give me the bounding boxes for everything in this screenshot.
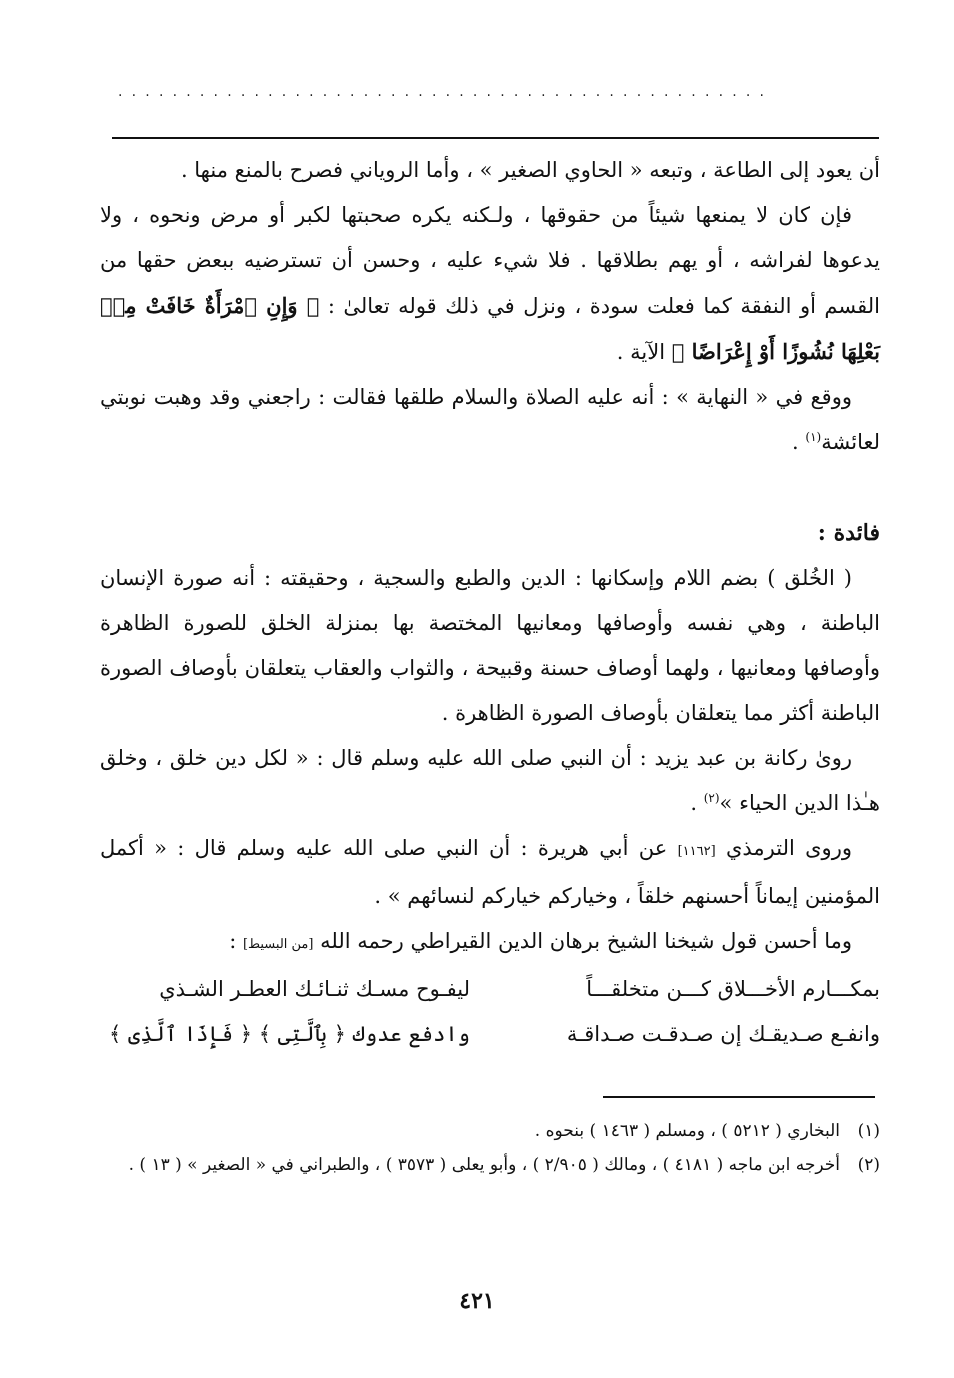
header-rule (112, 137, 879, 139)
footnote (100, 1148, 880, 1182)
paragraph-5-end: . (690, 791, 698, 815)
paragraph-7-text: وما أحسن قول شيخنا الشيخ برهان الدين القيراطي رحمه الله (320, 929, 852, 953)
footnote-text: البخاري ( ٥٢١٢ ) ، ومسلم ( ١٤٦٣ ) بنحوه . (534, 1121, 840, 1141)
paragraph-sawda (100, 193, 880, 375)
paragraph-3-end: . (792, 430, 799, 454)
footnote-ref-2: (٢) (703, 791, 720, 805)
footnote-number: (٢) (857, 1155, 880, 1175)
paragraph-1-text: أن يعود إلى الطاعة ، وتبعه « الحاوي الصغير » ، وأما الروياني فصرح بالمنع منها . (180, 158, 880, 182)
paragraph-rukana (100, 736, 880, 826)
paragraph-poem-intro (100, 919, 880, 967)
poem-line-1-second-hemistich: ليفـوح مسـك ثنـائـك العطـر الشـذي (159, 977, 470, 1001)
paragraph-continuation (100, 148, 880, 193)
paragraph-nihaya (100, 375, 880, 465)
footnote-text: أخرجه ابن ماجه ( ٤١٨١ ) ، ومالك ( ٢/٩٠٥ ) ، وأبو يعلى ( ٣٥٧٣ ) ، والطبراني في « الصغير » ( ١٣ ) . (128, 1155, 840, 1175)
paragraph-7-end: : (229, 929, 237, 953)
paragraph-4-text: ( الخُلق ) بضم اللام وإسكانها : الدين والطبع والسجية ، وحقيقته : أنه صورة الإنسان الباطنة ، وهي نفسه وأوصافها ومعانيها المختصة بها بمنزلة الخلق للصورة الظاهرة وأوصافها ومعانيها ، ولهما أوصاف حسنة وقبيحة ، والثواب والعقاب يتعلقان بأوصاف الصورة الباطنة أكثر مما يتعلقان بأوصاف الصورة الظاهرة . (100, 566, 880, 725)
paragraph-6-text-a: وروى الترمذي (725, 836, 852, 860)
poem-line-1 (105, 967, 880, 1012)
poem-meter: [من البسيط] (242, 937, 314, 952)
poem-line-2-second-hemistich: وادفع عدوك ﴿ بِٱلَّتِى ﴾ ﴿ فَإِذَا ٱلَّذِى ﴾ (108, 1022, 470, 1046)
header-dotted-line: ................................................ (118, 84, 774, 100)
footnote-number: (١) (857, 1121, 880, 1141)
poem-line-2-first-hemistich: وانفـع صـديقـك إن صـدقـت صـداقـة (566, 1022, 880, 1046)
paragraph-3-text: ووقع في « النهاية » : أنه عليه الصلاة والسلام طلقها فقالت : راجعني وقد وهبت نوبتي لعائشة (100, 385, 880, 454)
poem-line-2 (105, 1012, 880, 1057)
page-number: ٤٢١ (459, 1288, 495, 1314)
poem-line-1-first-hemistich: بمكـــارم الأخـــلاق كـــن متخلقـــاً (586, 977, 880, 1001)
footnote-ref-1: (١) (805, 430, 822, 444)
footnotes (100, 1114, 880, 1182)
hadith-number: [١١٦٢] (677, 844, 716, 859)
paragraph-khuluq (100, 556, 880, 736)
quran-verse: ﴿ وَإِنِ ٱمْرَأَةٌ خَافَتْ مِنۢ بَعْلِهَا نُشُوزًا أَوْ إِعْرَاضًا ﴾ (100, 293, 880, 364)
footnote-rule (603, 1096, 875, 1098)
paragraph-2-end: الآية . (616, 340, 666, 364)
paragraph-tirmidhi (100, 826, 880, 919)
footnote (100, 1114, 880, 1148)
poem (105, 967, 880, 1057)
paragraph-6-text-b: عن أبي هريرة : أن النبي صلى الله عليه وسلم قال : « أكمل المؤمنين إيماناً أحسنهم خلقاً ، وخياركم خياركم لنسائهم » . (100, 836, 880, 908)
paragraph-2-text: فإن كان لا يمنعها شيئاً من حقوقها ، ولـكنه يكره صحبتها لكبر أو مرض ونحوه ، ولا يدعوها لفراشه ، أو يهم بطلاقها . فلا شيء عليه ، وحسن أن تسترضيه ببعض حقها من القسم أو النفقة كما فعلت سودة ، ونزل في ذلك قوله تعالىٰ : (100, 203, 880, 318)
main-text (100, 148, 880, 1057)
paragraph-5-text: روىٰ ركانة بن عبد يزيد : أن النبي صلى الله عليه وسلم قال : « لكل دين خلق ، وخلق هـٰذا الدين الحياء » (100, 746, 880, 815)
section-heading: فائدة : (817, 520, 880, 546)
